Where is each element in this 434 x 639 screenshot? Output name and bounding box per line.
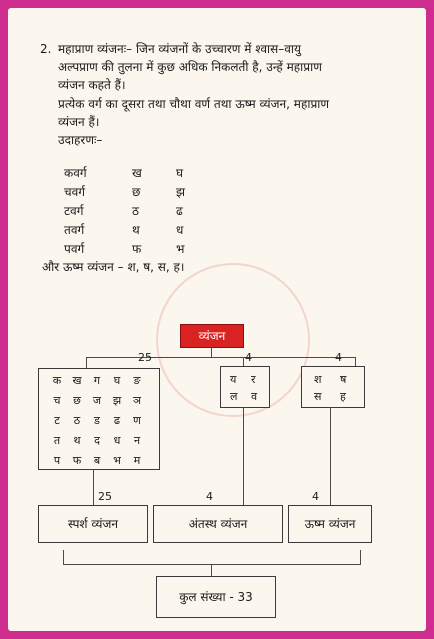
para-line-3: व्यंजन कहते हैं। [58,78,126,92]
antastha-box: य र ल व [220,366,270,408]
antastha-label-box: अंतस्थ व्यंजन [153,505,283,543]
sparsh-label-box: स्पर्श व्यंजन [38,505,148,543]
line-antastha-down [243,407,244,505]
ushm-label-box: ऊष्म व्यंजन [288,505,372,543]
count-sparsh-bottom: 25 [98,490,112,503]
bracket-right [360,550,361,564]
para-line-1: महाप्राण व्यंजनः– जिन व्यंजनों के उच्चारण में श्वास–वायु [58,42,301,56]
root-box: व्यंजन [180,324,244,348]
sparsh-grid: क ख ग घ ङ च छ ज झ ञ ट ठ ड ढ ण त थ द ध न प फ ब भ म [52,374,142,467]
para-line-5: व्यंजन हैं। [58,115,100,129]
branch-mid [243,357,244,366]
count-ushm-bottom: 4 [312,490,319,503]
line-ushm-down [330,407,331,505]
bracket-left [63,550,64,564]
ushm-line: और ऊष्म व्यंजन – श, ष, स, ह। [42,260,185,274]
count-antastha-top: 4 [245,351,252,364]
count-ushm-top: 4 [335,351,342,364]
total-box: कुल संख्या - 33 [156,576,276,618]
top-branch-line [86,357,356,358]
ushm-box: श ष स ह [301,366,365,408]
line-sparsh-down [93,469,94,505]
count-antastha-bottom: 4 [206,490,213,503]
branch-left [86,357,87,368]
count-sparsh-top: 25 [138,351,152,364]
item-number: 2. [40,42,52,56]
para-line-4: प्रत्येक वर्ग का दूसरा तथा चौथा वर्ण तथा ऊष्म व्यंजन, महाप्राण [58,97,330,111]
root-connector [211,347,212,357]
branch-right [355,357,356,366]
page: 2. महाप्राण व्यंजनः– जिन व्यंजनों के उच्चारण में श्वास–वायु अल्पप्राण की तुलना में कुछ अधिक निकलती है, उन्हें महाप्राण व्यंजन कहते हैं। प्रत्येक वर्ग का दूसरा तथा चौथा वर्ण तथा ऊष्म व्यंजन, महाप्राण व्यंजन हैं। उदाहरणः– कवर्ग ख घ चवर्ग छ झ टवर्ग ठ ढ तवर्ग थ ध पवर्ग फ भ और ऊष्म व्यंजन – श, ष, स, ह। व्यंजन 25 4 4 क ख ग घ ङ च छ ज झ ञ ट ठ ड ढ ण त थ द ध न प फ ब भ म य र ल व श ष स ह 25 4 4 स्पर्श व्यंजन अंतस्थ व्यंजन ऊष्म व्यंजन कुल संख्या - 33 [8,8,426,631]
sparsh-grid-box [38,368,160,470]
bracket-bottom [63,564,361,565]
bracket-center [211,564,212,576]
example-heading: उदाहरणः– [58,133,103,147]
para-line-2: अल्पप्राण की तुलना में कुछ अधिक निकलती है, उन्हें महाप्राण [58,60,322,74]
